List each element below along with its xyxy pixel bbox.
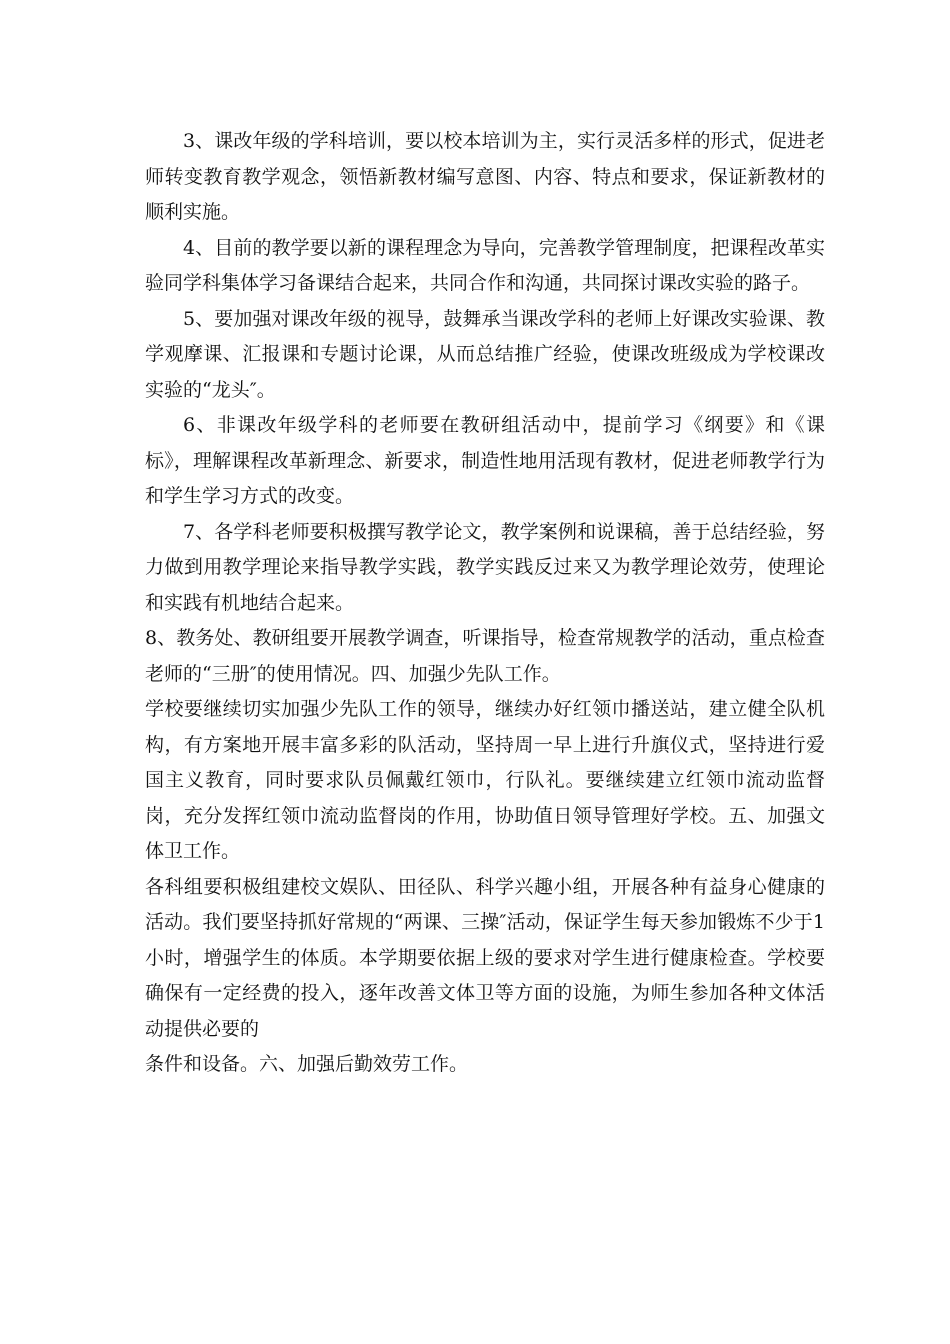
- document-body: [145, 124, 825, 1083]
- paragraph-item-3: 3、课改年级的学科培训，要以校本培训为主，实行灵活多样的形式，促进老师转变教育教学观念，领悟新教材编写意图、内容、特点和要求，保证新教材的顺利实施。: [145, 130, 825, 223]
- paragraph-item-6: 6、非课改年级学科的老师要在教研组活动中，提前学习《纲要》和《课标》，理解课程改革新理念、新要求，制造性地用活现有教材，促进老师教学行为和学生学习方式的改变。: [145, 414, 825, 507]
- paragraph-pioneers: 学校要继续切实加强少先队工作的领导，继续办好红领巾播送站，建立健全队机构，有方案地开展丰富多彩的队活动，坚持周一早上进行升旗仪式，坚持进行爱国主义教育，同时要求队员佩戴红领巾，行队礼。要继续建立红领巾流动监督岗，充分发挥红领巾流动监督岗的作用，协助值日领导管理好学校。五、加强文体卫工作。: [145, 698, 825, 862]
- paragraph-item-7: 7、各学科老师要积极撰写教学论文，教学案例和说课稿，善于总结经验，努力做到用教学理论来指导教学实践，教学实践反过来又为教学理论效劳，使理论和实践有机地结合起来。: [145, 520, 825, 614]
- paragraph-item-4: 4、目前的教学要以新的课程理念为导向，完善教学管理制度，把课程改革实验同学科集体学习备课结合起来，共同合作和沟通，共同探讨课改实验的路子。: [145, 236, 825, 294]
- paragraph-item-8: 8、教务处、教研组要开展教学调查，听课指导，检查常规教学的活动，重点检查老师的“三册″的使用情况。四、加强少先队工作。: [145, 627, 825, 685]
- paragraph-sports-health: 各科组要积极组建校文娱队、田径队、科学兴趣小组，开展各种有益身心健康的活动。我们要坚持抓好常规的“两课、三操″活动，保证学生每天参加锻炼不少于1小时，增强学生的体质。本学期要依据上级的要求对学生进行健康检查。学校要确保有一定经费的投入，逐年改善文体卫等方面的设施，为师生参加各种文体活动提供必要的: [145, 875, 825, 1040]
- paragraph-item-5: 5、要加强对课改年级的视导，鼓舞承当课改学科的老师上好课改实验课、教学观摩课、汇报课和专题讨论课，从而总结推广经验，使课改班级成为学校课改实验的“龙头″。: [145, 307, 825, 401]
- paragraph-logistics: 条件和设备。六、加强后勤效劳工作。: [145, 1053, 469, 1075]
